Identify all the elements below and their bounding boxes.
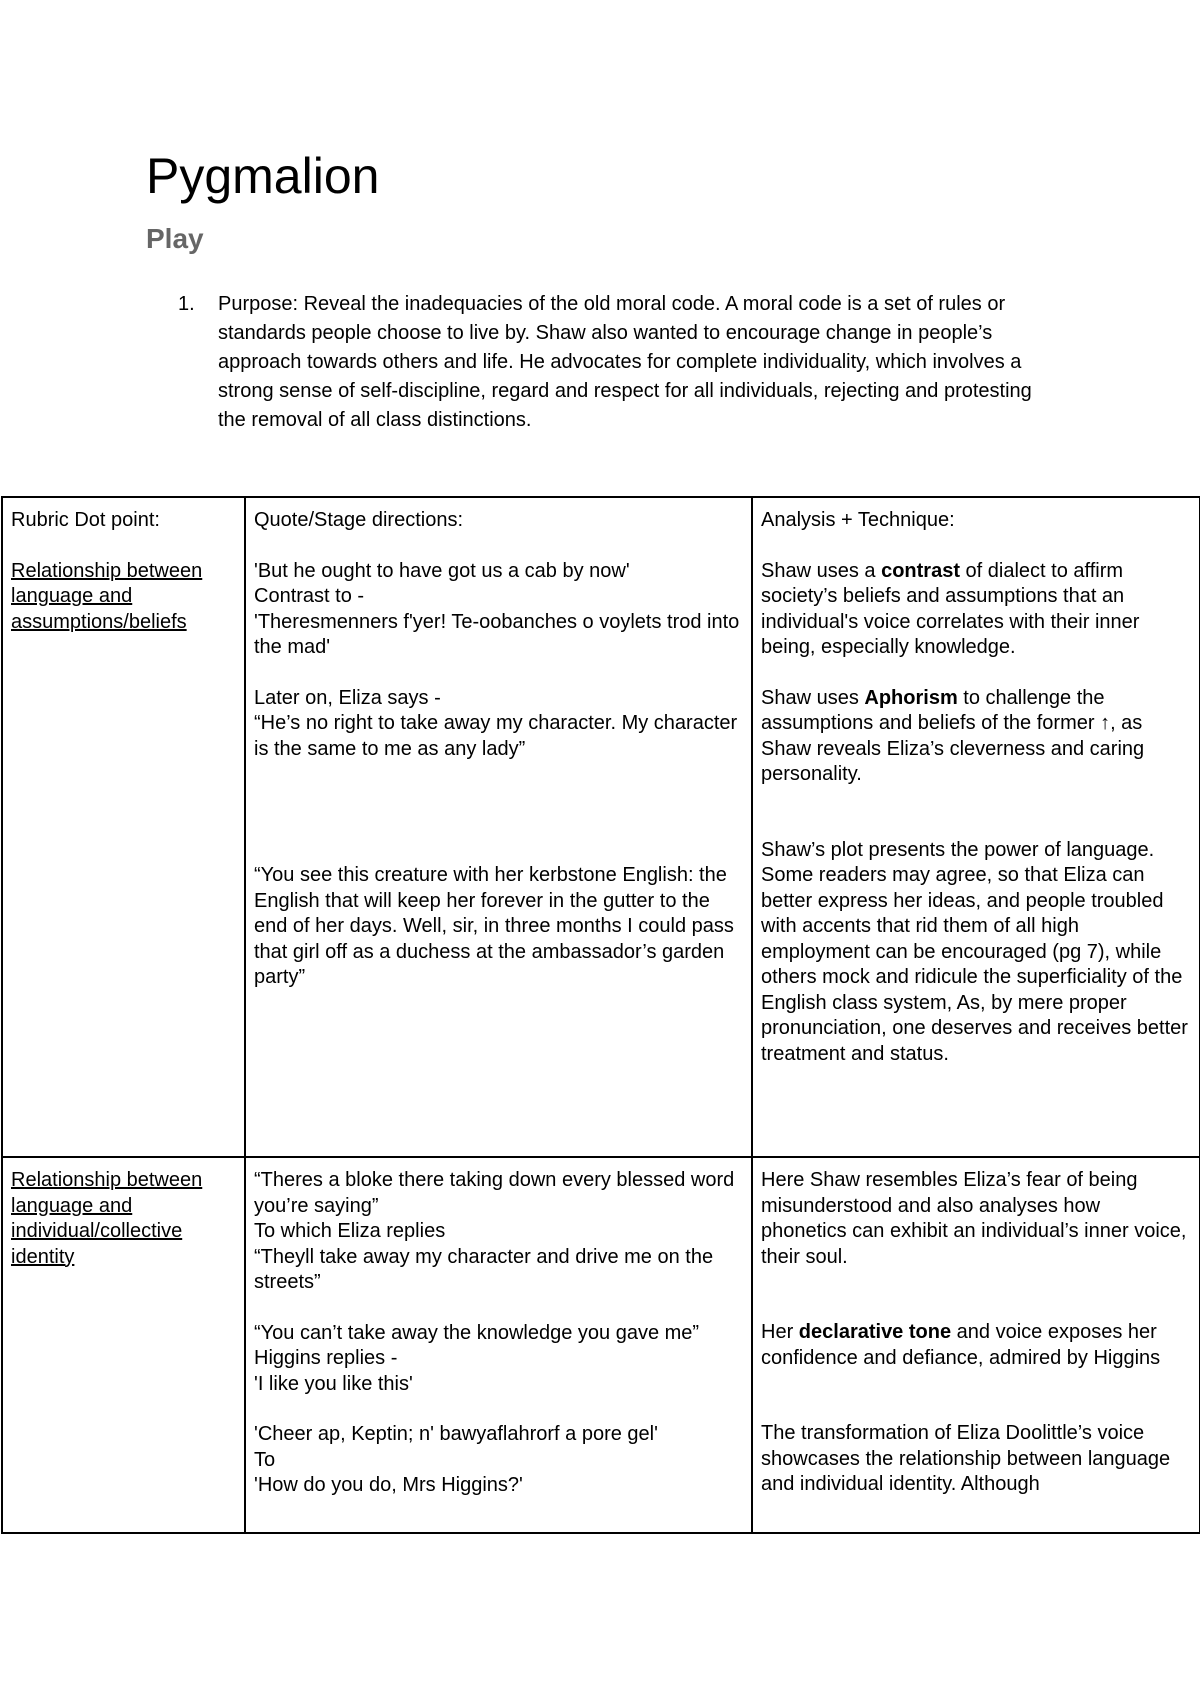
quote-cell (245, 497, 752, 1157)
purpose-text: Purpose: Reveal the inadequacies of the old moral code. A moral code is a set of rules or standards people choose to live by. Shaw also wanted to encourage change in people’s approach towards others and life. He advocates for complete individuality, which involves a strong sense of self-discipline, regard and respect for all individuals, rejecting and protesting the removal of all class distinctions. (218, 293, 1032, 431)
rubric-table (1, 496, 1200, 1534)
quote-text: 'Cheer ap, Keptin; n' bawyaflahrorf a pore gel' (254, 1423, 658, 1445)
table-row (2, 497, 1200, 1157)
page-title: Pygmalion (146, 148, 380, 204)
analysis-cell (752, 1157, 1200, 1533)
quote-text: To (254, 1448, 276, 1471)
quote-header: Quote/Stage directions: (254, 509, 464, 531)
rubric-point: Relationship between language and individual/collective identity (11, 1169, 203, 1268)
quote-text: “You see this creature with her kerbstone English: the English that will keep her forever in the gutter to the end of her days. Well, sir, in three months I could pass that girl off as a duchess at the ambassador’s garden party” (254, 864, 734, 988)
quote-text: Higgins replies - (254, 1347, 398, 1369)
quote-cell (245, 1157, 752, 1533)
page-subtitle: Play (146, 223, 204, 254)
quote-text: “He’s no right to take away my character. My character is the same to me as any lady” (254, 712, 738, 760)
analysis-cell (752, 497, 1200, 1157)
quote-text: “Theyll take away my character and drive me on the streets” (254, 1245, 714, 1293)
quote-text: Later on, Eliza says - (254, 686, 441, 709)
list-number: 1. (178, 293, 195, 315)
quote-text: “You can’t take away the knowledge you gave me” (254, 1321, 700, 1344)
analysis-text: Shaw uses Aphorism to challenge the assumptions and beliefs of the former ↑, as Shaw reveals Eliza’s cleverness and caring personality. (761, 686, 1145, 785)
technique-term: declarative tone (798, 1321, 952, 1343)
purpose-item (178, 290, 1058, 435)
quote-text: 'Theresmenners f'yer! Te-oobanches o voylets trod into the mad' (254, 610, 740, 658)
rubric-point: Relationship between language and assumptions/beliefs (11, 559, 203, 633)
quote-text: “Theres a bloke there taking down every blessed word you’re saying” (254, 1169, 735, 1217)
quote-text: 'How do you do, Mrs Higgins?' (254, 1474, 523, 1496)
technique-term: contrast (881, 559, 960, 582)
quote-text: Contrast to - (254, 585, 365, 607)
analysis-text: Shaw’s plot presents the power of language. Some readers may agree, so that Eliza can better express her ideas, and people troubled with accents that rid them of all high employment can be encouraged (pg 7), while others mock and ridicule the superficiality of the English class system, As, by mere proper pronunciation, one deserves and receives better treatment and status. (761, 838, 1188, 1065)
rubric-header: Rubric Dot point: (11, 509, 160, 531)
technique-term: Aphorism (864, 686, 958, 709)
purpose-list (178, 290, 1058, 435)
quote-text: To which Eliza replies (254, 1220, 446, 1242)
analysis-text: Her declarative tone and voice exposes her confidence and defiance, admired by Higgins (761, 1321, 1161, 1369)
rubric-cell (2, 497, 245, 1157)
analysis-header: Analysis + Technique: (761, 509, 955, 531)
table-row (2, 1157, 1200, 1533)
rubric-cell (2, 1157, 245, 1533)
analysis-text: Shaw uses a contrast of dialect to affirm society’s beliefs and assumptions that an individual's voice correlates with their inner being, especially knowledge. (761, 559, 1140, 658)
quote-text: 'I like you like this' (254, 1372, 413, 1395)
quote-text: 'But he ought to have got us a cab by now' (254, 559, 630, 582)
analysis-text: Here Shaw resembles Eliza’s fear of being misunderstood and also analyses how phonetics can exhibit an individual’s inner voice, their soul. (761, 1169, 1187, 1268)
analysis-text: The transformation of Eliza Doolittle’s voice showcases the relationship between language and individual identity. Although (761, 1422, 1171, 1495)
